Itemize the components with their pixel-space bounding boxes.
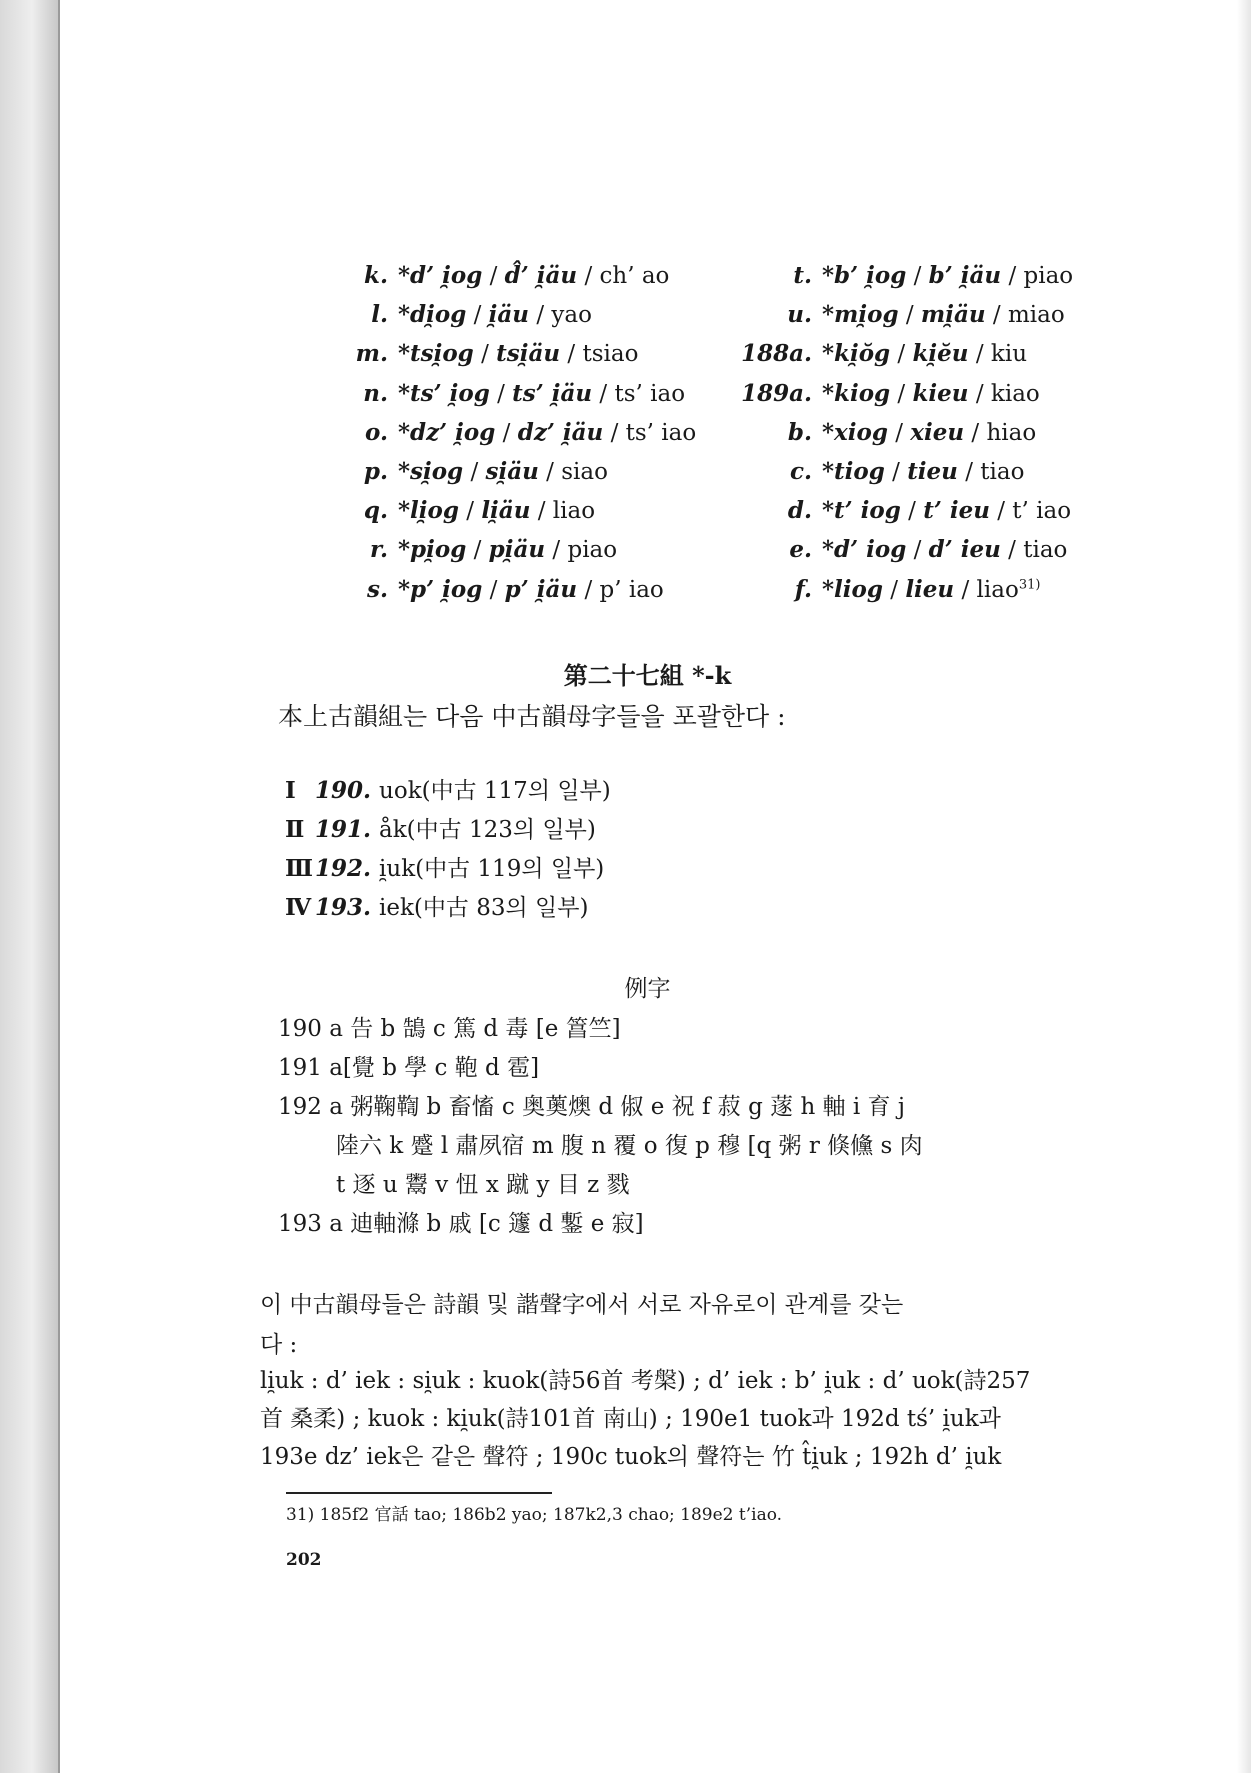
row-reading: *p’ i̯og / p’ i̯äu / p’ iao bbox=[398, 576, 664, 603]
page-number: 202 bbox=[286, 1550, 322, 1570]
row-label: q. bbox=[363, 497, 388, 524]
paragraph-line: 首 桑柔) ; kuok : ki̯uk(詩101首 南山) ; 190e1 tuok과 192d tś’ i̯uk과 bbox=[260, 1406, 1001, 1432]
intro-sentence: 本上古韻組는 다음 中古韻母字들을 포괄한다 : bbox=[278, 702, 786, 731]
paragraph-line: 다 : bbox=[260, 1332, 298, 1358]
row-label: 188a. bbox=[741, 340, 812, 367]
section-heading: 第二十七組 *-k bbox=[563, 661, 732, 690]
row-reading: *dz’ i̯og / dz’ i̯äu / ts’ iao bbox=[398, 419, 697, 446]
footnote: 31) 185f2 官話 tao; 186b2 yao; 187k2,3 chao; 189e2 t’iao. bbox=[286, 1505, 783, 1525]
row-label: 189a. bbox=[741, 380, 812, 407]
row-reading: *kiog / kieu / kiao bbox=[822, 380, 1040, 407]
book-spine-edge bbox=[0, 0, 60, 1773]
example-line: 192 a 粥鞠鞫 b 畜慉 c 奥薁燠 d 俶 e 祝 f 菽 g 蓫 h 軸 i 育 j bbox=[278, 1094, 905, 1120]
row-label: p. bbox=[363, 458, 388, 485]
middle-chinese-item: Ⅰ 190. uok(中古 117의 일부) bbox=[285, 777, 611, 804]
middle-chinese-item: Ⅳ 193. iek(中古 83의 일부) bbox=[285, 894, 589, 921]
paragraph-line: li̯uk : d’ iek : si̯uk : kuok(詩56首 考槃) ; d’ iek : b’ i̯uk : d’ uok(詩257 bbox=[260, 1368, 1031, 1394]
row-label: o. bbox=[365, 419, 388, 446]
document-page bbox=[60, 0, 1235, 1773]
row-label: e. bbox=[789, 536, 812, 563]
example-line: 190 a 告 b 鵠 c 篤 d 毒 [e 䈞竺] bbox=[278, 1016, 621, 1042]
row-reading: *tsi̯og / tsi̯äu / tsiao bbox=[398, 340, 639, 367]
paragraph-line: 이 中古韻母들은 詩韻 및 諧聲字에서 서로 자유로이 관계를 갖는 bbox=[260, 1292, 904, 1318]
row-reading: *mi̯og / mi̯äu / miao bbox=[822, 301, 1065, 328]
row-label: f. bbox=[794, 576, 812, 603]
row-reading: *tiog / tieu / tiao bbox=[822, 458, 1025, 485]
row-label: l. bbox=[371, 301, 388, 328]
example-line: t 逐 u 鬻 v 忸 x 蹴 y 目 z 戮 bbox=[336, 1172, 630, 1198]
row-reading: *pi̯og / pi̯äu / piao bbox=[398, 536, 618, 563]
row-label: n. bbox=[363, 380, 388, 407]
page-right-shadow bbox=[1237, 0, 1251, 1773]
examples-title: 例字 bbox=[624, 976, 671, 1002]
footnote-rule bbox=[286, 1492, 552, 1494]
row-reading: *di̯og / i̯äu / yao bbox=[398, 301, 592, 328]
row-label: d. bbox=[787, 497, 812, 524]
row-reading: *t’ iog / t’ ieu / t’ iao bbox=[822, 497, 1072, 524]
row-label: k. bbox=[364, 262, 388, 289]
row-reading: *ts’ i̯og / ts’ i̯äu / ts’ iao bbox=[398, 380, 686, 407]
row-reading: *ki̯ŏg / ki̯ĕu / kiu bbox=[822, 340, 1028, 367]
row-label: c. bbox=[789, 458, 812, 485]
row-label: b. bbox=[787, 419, 812, 446]
paragraph-line: 193e dz’ iek은 같은 聲符 ; 190c tuok의 聲符는 竹 t̂i̯uk ; 192h d’ i̯uk bbox=[260, 1444, 1002, 1470]
example-line: 191 a[覺 b 學 c 鞄 d 雹] bbox=[278, 1055, 540, 1081]
row-reading: *d’ i̯og / d̂’ i̯äu / ch’ ao bbox=[398, 262, 670, 289]
row-label: m. bbox=[355, 340, 388, 367]
middle-chinese-item: Ⅲ192. i̯uk(中古 119의 일부) bbox=[285, 855, 605, 882]
row-reading: *b’ i̯og / b’ i̯äu / piao bbox=[822, 262, 1074, 289]
example-line: 陸六 k 蹙 l 肅夙宿 m 腹 n 覆 o 復 p 穆 [q 粥 r 倏儵 s 肉 bbox=[336, 1133, 923, 1159]
example-line: 193 a 迪軸滌 b 戚 [c 籧 d 鏨 e 寂] bbox=[278, 1211, 644, 1237]
row-reading: *li̯og / li̯äu / liao bbox=[398, 497, 596, 524]
row-label: r. bbox=[369, 536, 388, 563]
row-label: s. bbox=[367, 576, 388, 603]
row-reading: *d’ iog / d’ ieu / tiao bbox=[822, 536, 1068, 563]
row-reading: *xiog / xieu / hiao bbox=[822, 419, 1037, 446]
row-label: t. bbox=[793, 262, 812, 289]
middle-chinese-item: Ⅱ 191. åk(中古 123의 일부) bbox=[285, 816, 596, 843]
row-reading: *si̯og / si̯äu / siao bbox=[398, 458, 608, 485]
row-reading: *liog / lieu / liao$^{31)}$ bbox=[822, 576, 1041, 603]
row-label: u. bbox=[787, 301, 812, 328]
